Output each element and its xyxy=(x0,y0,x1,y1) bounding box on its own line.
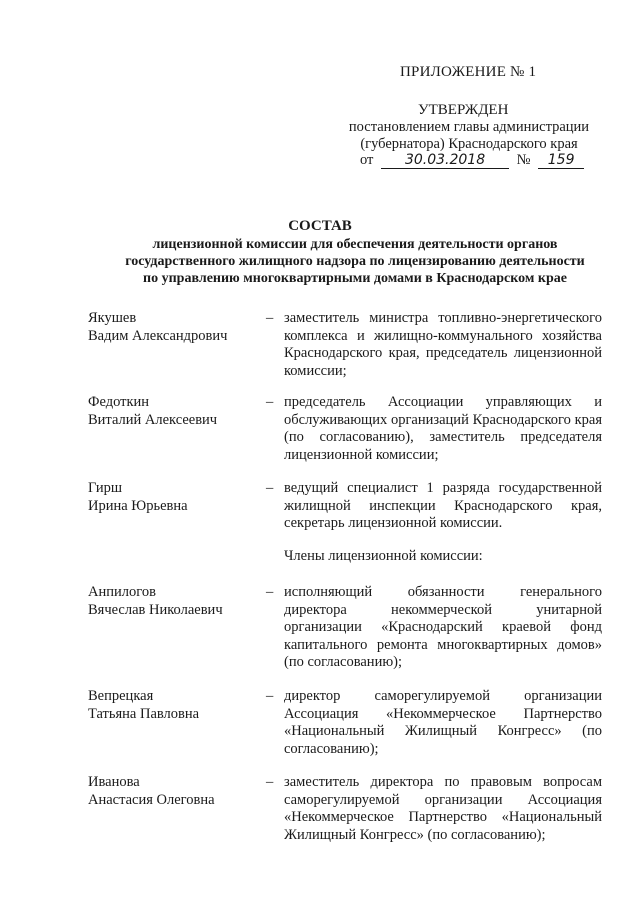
decree-reference xyxy=(340,119,598,153)
handwritten-number: 159 xyxy=(538,152,584,169)
member-surname: Гирш xyxy=(88,480,123,496)
dash-separator: – xyxy=(266,480,274,496)
decree-date-line xyxy=(360,152,584,169)
members-heading: Члены лицензионной комиссии: xyxy=(284,548,483,564)
member-given-name: Вячеслав Николаевич xyxy=(88,601,223,618)
member-role: директор саморегулируемой организации Ассоциация «Некоммерческое Партнерство «Национальный Жилищный Конгресс» (по согласованию); xyxy=(284,688,602,757)
dash-separator: – xyxy=(266,310,274,326)
member-given-name: Вадим Александрович xyxy=(88,327,228,344)
dash-separator: – xyxy=(266,774,274,790)
handwritten-date: 30.03.2018 xyxy=(381,152,509,169)
document-title: СОСТАВ xyxy=(288,218,352,234)
number-prefix: № xyxy=(516,152,531,168)
member-surname: Федоткин xyxy=(88,394,150,410)
dash-separator: – xyxy=(266,394,274,410)
dash-separator: – xyxy=(266,688,274,704)
member-given-name: Виталий Алексеевич xyxy=(88,411,218,428)
document-subtitle xyxy=(110,236,600,287)
member-name xyxy=(88,688,258,723)
member-surname: Якушев xyxy=(88,310,137,326)
subtitle-line: лицензионной комиссии для обеспечения деятельности органов xyxy=(152,237,558,252)
member-role: заместитель директора по правовым вопросам саморегулируемой организации Ассоциация «Некоммерческое Партнерство «Национальный Жилищный Конгресс» (по согласованию); xyxy=(284,774,602,843)
subtitle-line: по управлению многоквартирными домами в Краснодарском крае xyxy=(143,271,567,286)
dash-separator: – xyxy=(266,584,274,600)
member-surname: Иванова xyxy=(88,774,140,790)
decree-line: постановлением главы администрации xyxy=(348,119,590,135)
member-name xyxy=(88,480,258,515)
date-prefix: от xyxy=(360,152,374,168)
decree-line: (губернатора) Краснодарского края xyxy=(360,136,578,152)
member-given-name: Анастасия Олеговна xyxy=(88,791,215,808)
member-name xyxy=(88,774,258,809)
member-name xyxy=(88,394,258,429)
member-role: исполняющий обязанности генерального директора некоммерческой унитарной организации «Краснодарский краевой фонд капитального ремонта многоквартирных домов» (по согласованию); xyxy=(284,584,602,670)
member-given-name: Ирина Юрьевна xyxy=(88,497,188,514)
subtitle-line: государственного жилищного надзора по лицензированию деятельности xyxy=(125,254,585,269)
member-name xyxy=(88,310,258,345)
member-role: заместитель министра топливно-энергетического комплекса и жилищно-коммунального хозяйства Краснодарского края, председатель лицензионной комиссии; xyxy=(284,310,602,379)
approved-label: УТВЕРЖДЕН xyxy=(418,102,509,118)
member-given-name: Татьяна Павловна xyxy=(88,705,200,722)
member-name xyxy=(88,584,258,619)
member-role: ведущий специалист 1 разряда государственной жилищной инспекции Краснодарского края, секретарь лицензионной комиссии. xyxy=(284,480,602,531)
appendix-label: ПРИЛОЖЕНИЕ № 1 xyxy=(400,64,537,80)
member-surname: Анпилогов xyxy=(88,584,156,600)
member-role: председатель Ассоциации управляющих и обслуживающих организаций Краснодарского края (по согласованию), заместитель председателя лицензионной комиссии; xyxy=(284,394,602,463)
member-surname: Вепрецкая xyxy=(88,688,154,704)
